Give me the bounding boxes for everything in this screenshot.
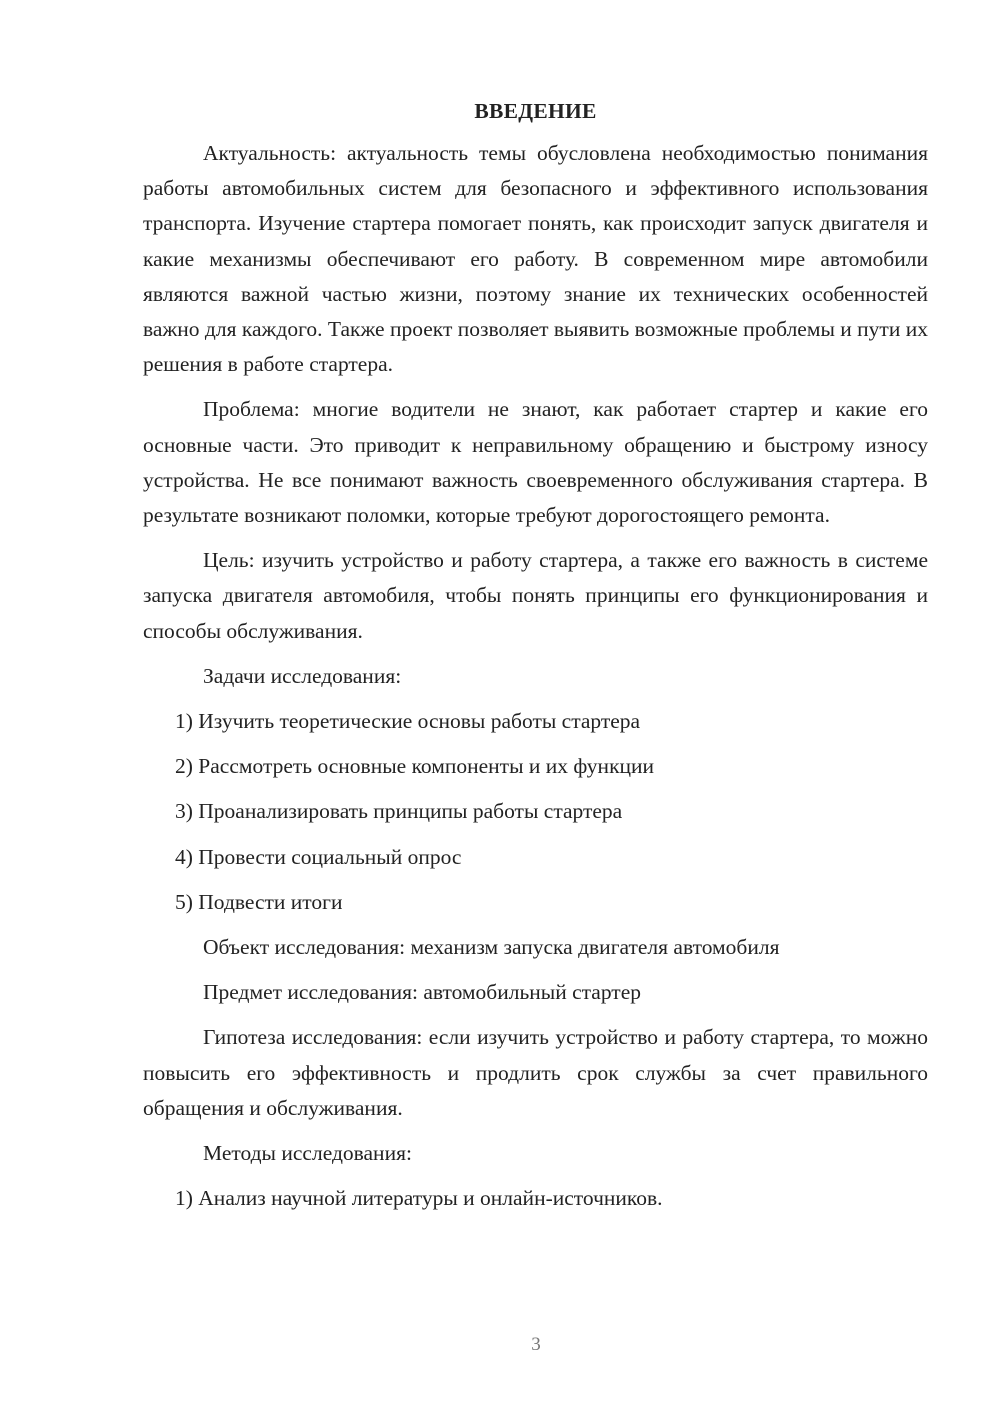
subject-line: Предмет исследования: автомобильный стартер <box>203 980 641 1005</box>
task-item: 4) Провести социальный опрос <box>175 844 462 869</box>
problem-paragraph: Проблема: многие водители не знают, как работает стартер и какие его основные части. Это приводит к неправильному обращению и быстрому износу устройства. Не все понимают важность своевременного обслуживания стартера. В результате возникают поломки, которые требуют дорогостоящего ремонта. <box>143 397 928 528</box>
task-item: 5) Подвести итоги <box>175 889 343 914</box>
task-item: 2) Рассмотреть основные компоненты и их функции <box>175 754 655 779</box>
task-item: 1) Изучить теоретические основы работы стартера <box>175 709 641 734</box>
methods-list <box>143 1181 928 1216</box>
tasks-label: Задачи исследования: <box>203 663 402 688</box>
task-item: 3) Проанализировать принципы работы стартера <box>175 799 623 824</box>
section-heading: ВВЕДЕНИЕ <box>474 99 597 123</box>
page-content <box>143 96 928 1226</box>
method-item: 1) Анализ научной литературы и онлайн-источников. <box>175 1186 663 1211</box>
object-line: Объект исследования: механизм запуска двигателя автомобиля <box>203 935 780 960</box>
hypothesis-paragraph: Гипотеза исследования: если изучить устройство и работу стартера, то можно повысить его эффективность и продлить срок службы за счет правильного обращения и обслуживания. <box>143 1025 928 1120</box>
tasks-list <box>143 704 928 920</box>
goal-paragraph: Цель: изучить устройство и работу стартера, а также его важность в системе запуска двигателя автомобиля, чтобы понять принципы его функционирования и способы обслуживания. <box>143 548 928 643</box>
relevance-paragraph: Актуальность: актуальность темы обусловлена необходимостью понимания работы автомобильных систем для безопасного и эффективного использования транспорта. Изучение стартера помогает понять, как происходит запуск двигателя и какие механизмы обеспечивают его работу. В современном мире автомобили являются важной частью жизни, поэтому знание их технических особенностей важно для каждого. Также проект позволяет выявить возможные проблемы и пути их решения в работе стартера. <box>143 141 928 377</box>
page-number: 3 <box>531 1334 541 1355</box>
methods-label: Методы исследования: <box>203 1141 412 1166</box>
